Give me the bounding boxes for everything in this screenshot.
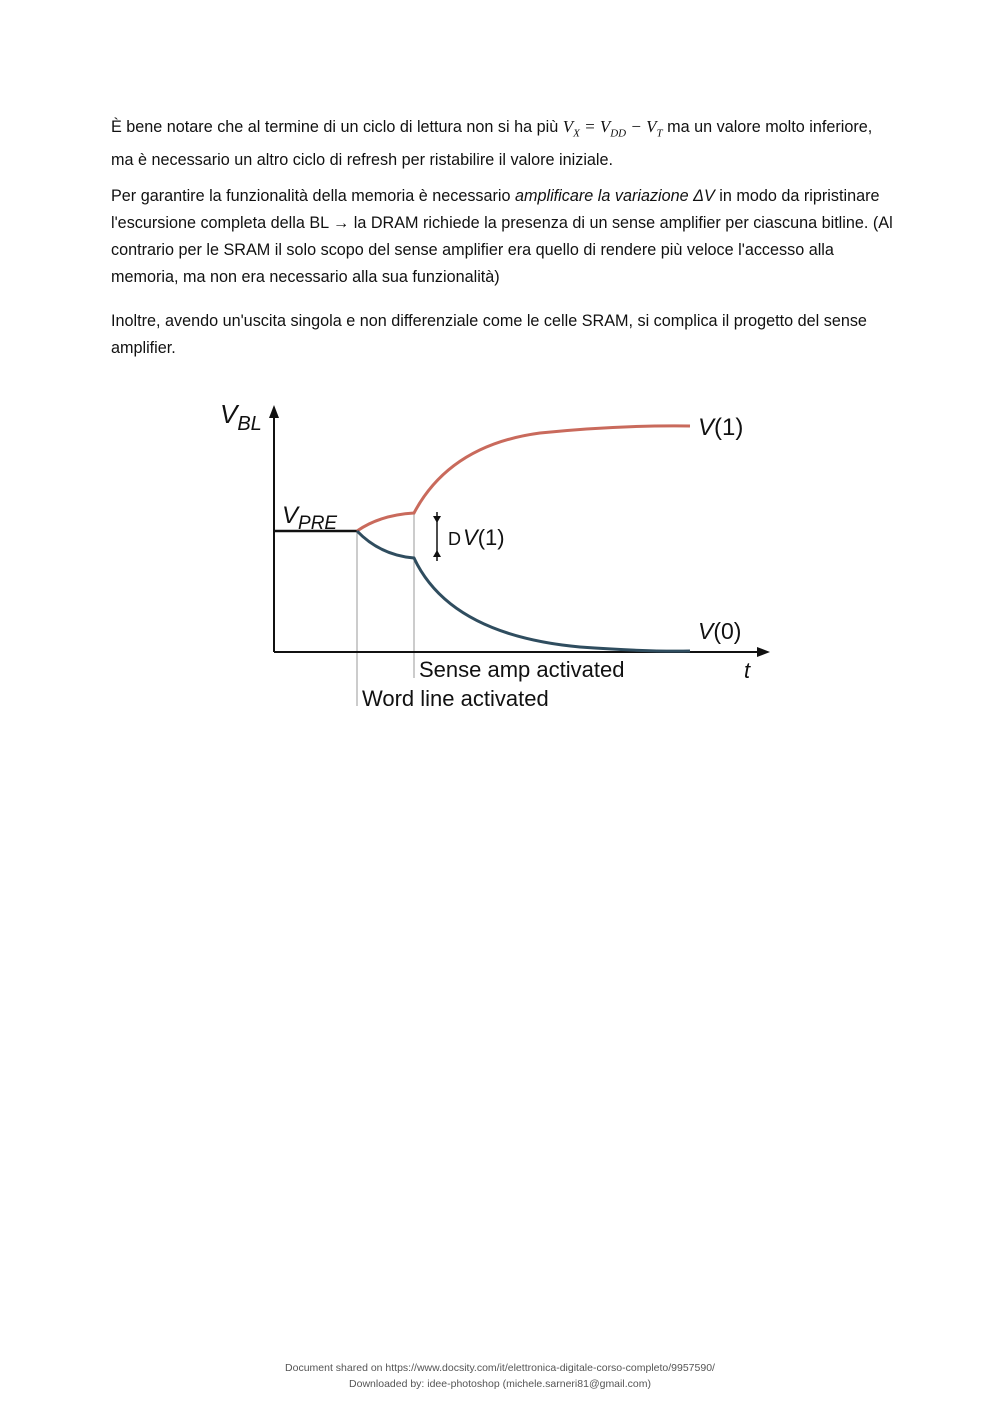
- eq-vdd-symbol: V: [599, 117, 611, 136]
- v0-label: V(0): [698, 618, 742, 644]
- footer-shared-line: Document shared on https://www.docsity.com/it/elettronica-digitale-corso-completo/9957590/: [285, 1362, 715, 1374]
- delta-v-label: DV(1): [448, 525, 505, 550]
- v0-curve: [357, 531, 690, 651]
- eq-vdd-subscript: DD: [610, 127, 627, 140]
- bitline-voltage-diagram: [200, 385, 800, 725]
- p1-text-after: ma un valore molto inferiore, ma è necessario un altro ciclo di refresh per ristabilire il valore iniziale.: [111, 118, 873, 170]
- word-line-label: Word line activated: [362, 686, 549, 711]
- eq-equals: =: [579, 117, 600, 136]
- paragraph-single-output: [111, 308, 896, 362]
- delta-v-arrow-down: [433, 516, 441, 523]
- y-axis-arrow: [269, 405, 279, 418]
- v1-curve: [357, 426, 690, 531]
- eq-vx-symbol: V: [562, 117, 574, 136]
- y-axis-label: $V_{BL}$: [220, 399, 262, 435]
- p3-text: Inoltre, avendo un'uscita singola e non differenziale come le celle SRAM, si complica il progetto del sense amplifier.: [111, 312, 867, 357]
- x-axis-arrow: [757, 647, 770, 657]
- v1-label: V(1): [698, 414, 744, 441]
- footer-downloaded-line: Downloaded by: idee-photoshop (michele.sarneri81@gmail.com): [349, 1378, 651, 1390]
- paragraph-sense-amplifier: [111, 183, 896, 291]
- sense-amp-label: Sense amp activated: [419, 657, 625, 682]
- p2-text-after: in modo da ripristinare l'escursione completa della BL → la DRAM richiede la presenza di un sense amplifier per ciascuna bitline. (Al contrario per le SRAM il solo scopo del sense amplifier era quello di rendere più veloce l'accesso alla memoria, ma non era necessario alla sua funzionalità): [111, 187, 893, 286]
- p2-text-before: Per garantire la funzionalità della memoria è necessario: [111, 187, 515, 205]
- p1-text-before: È bene notare che al termine di un ciclo di lettura non si ha più: [111, 118, 563, 136]
- eq-minus: −: [626, 117, 647, 136]
- eq-vx-subscript: X: [573, 127, 580, 140]
- p2-text-italic: amplificare la variazione ΔV: [515, 187, 715, 205]
- equation-vx: [562, 117, 663, 140]
- vpre-label: $V_{PRE}$: [282, 502, 338, 534]
- diagram-svg: [200, 385, 800, 725]
- delta-v-arrow-up: [433, 550, 441, 557]
- paragraph-refresh: [111, 113, 896, 174]
- eq-vt-symbol: V: [646, 117, 657, 136]
- eq-vt-subscript: T: [656, 127, 663, 140]
- x-axis-label: t: [744, 658, 751, 683]
